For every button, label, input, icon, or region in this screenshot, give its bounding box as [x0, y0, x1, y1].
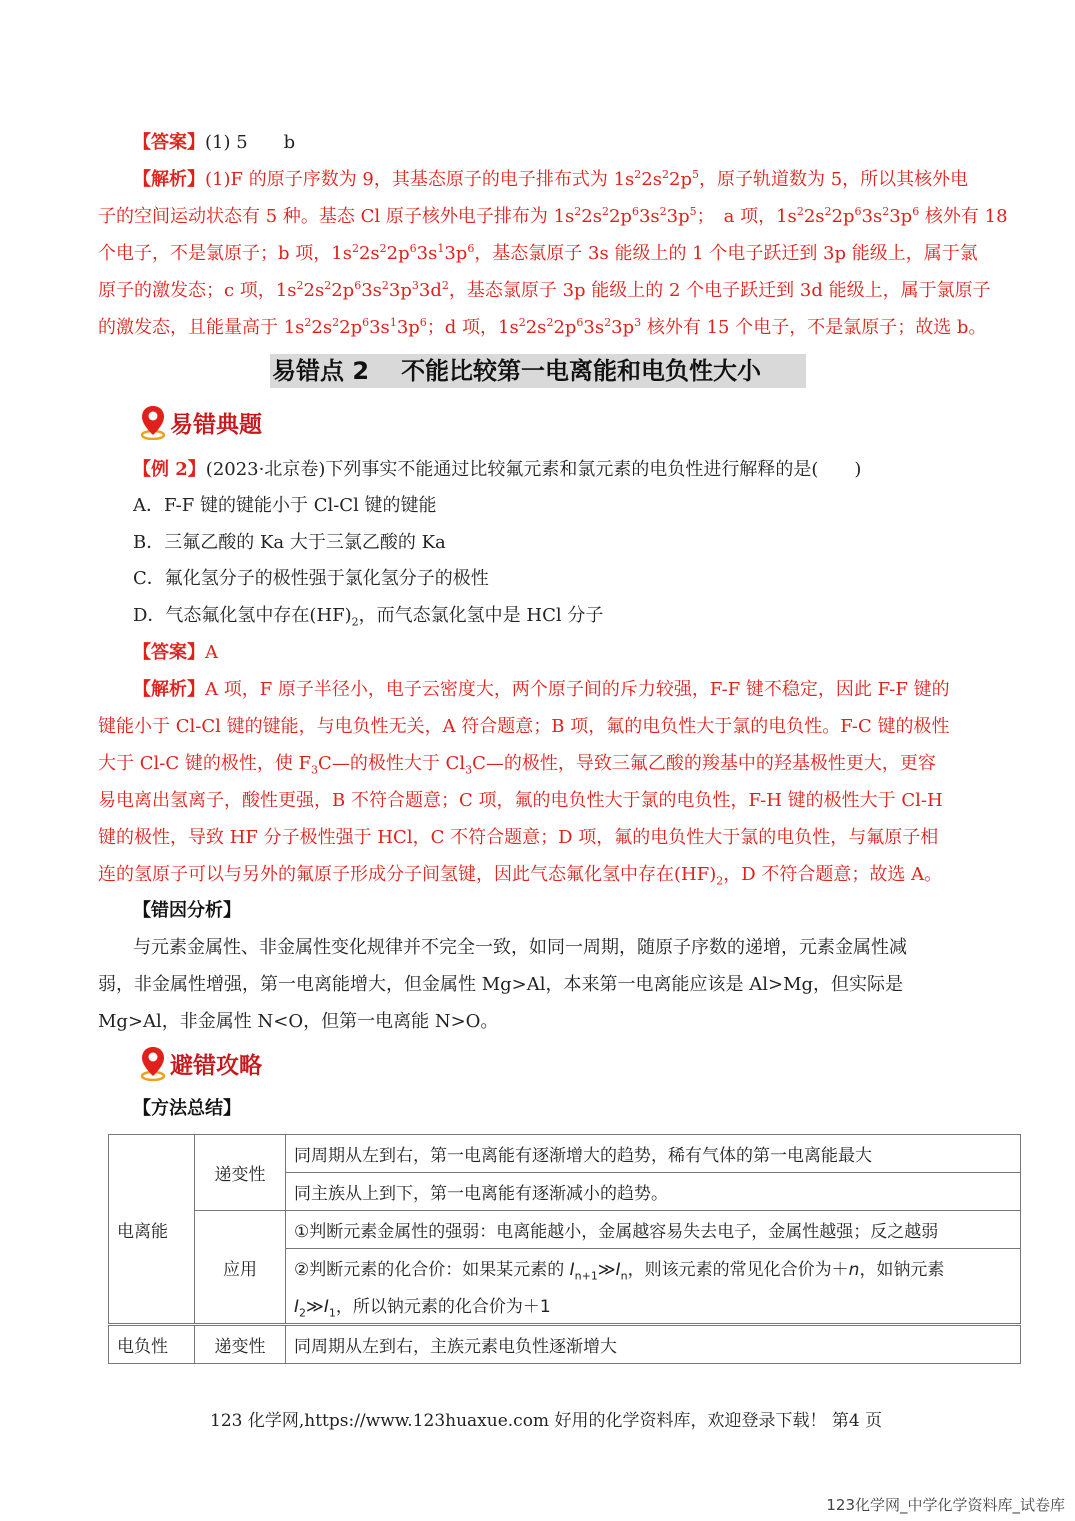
example-label: 【例 2】 [133, 459, 206, 480]
option-b: B．三氟乙酸的 Ka 大于三氯乙酸的 Ka [133, 532, 446, 553]
cell-trend: 递变性 [195, 1135, 286, 1211]
typical-problem-heading [140, 402, 262, 442]
analysis-2-line-6: 连的氢原子可以与另外的氟原子形成分子间氢键，因此气态氟化氢中存在$(HF)_2$，D 不符合题意；故选 A。 [98, 864, 943, 888]
cell-application: 应用 [195, 1211, 286, 1325]
error-cause-line-2: 弱，非金属性增强，第一电离能增大，但金属性 Mg>Al，本来第一电离能应该是 Al>Mg，但实际是 [98, 974, 904, 995]
analysis-2-line-4: 易电离出氢离子，酸性更强，B 不符合题意；C 项，氟的电负性大于氯的电负性，F-H 键的极性大于 Cl-H [98, 790, 943, 811]
answer-2 [133, 641, 218, 665]
answer-1 [133, 131, 295, 155]
analysis-2-line-5: 键的极性，导致 HF 分子极性强于 HCl，C 不符合题意；D 项，氟的电负性大于氯的电负性，与氟原子相 [98, 827, 939, 848]
analysis-1-line-5: 的激发态，且能量高于 $1s^22s^22p^63s^13p^6$；d 项，$1s^22s^22p^63s^23p^3$ 核外有 15 个电子，不是氯原子；故选 b。 [98, 316, 987, 338]
analysis-1-line-2: 子的空间运动状态有 5 种。基态 Cl 原子核外电子排布为 $1s^22s^22p^63s^23p^5$； a 项，$1s^22s^22p^63s^23p^6$ 核外有 18 [98, 205, 1008, 227]
cell-en-trend: 递变性 [195, 1325, 286, 1364]
avoid-mistakes-title: 避错攻略 [170, 1052, 262, 1079]
cell-ionization-energy: 电离能 [109, 1135, 195, 1325]
site-watermark: 123化学网_中学化学资料库_试卷库 [826, 1496, 1065, 1514]
analysis-label: 【解析】 [133, 169, 205, 190]
analysis-1-line-1: 【解析】(1)F 的原子序数为 9，其基态原子的电子排布式为 $1s^22s^22p^5$，原子轨道数为 5，所以其核外电 [133, 168, 969, 190]
section-number: 易错点 2 [272, 357, 370, 385]
error-cause-line-1: 与元素金属性、非金属性变化规律并不完全一致，如同一周期，随原子序数的递增，元素金属性减 [133, 937, 907, 958]
method-summary-table [108, 1134, 1021, 1364]
location-pin-icon [140, 404, 166, 440]
cell-en-row-1: 同周期从左到右，主族元素电负性逐渐增大 [286, 1325, 1021, 1364]
cell-app-row-3: $I_2≫I_1$，所以钠元素的化合价为＋1 [286, 1286, 1021, 1325]
cell-trend-row-1: 同周期从左到右，第一电离能有逐渐增大的趋势，稀有气体的第一电离能最大 [286, 1135, 1021, 1173]
analysis-2-line-3: 大于 Cl-C 键的极性，使 $F_3C—$的极性大于 $Cl_3C—$的极性，导致三氟乙酸的羧基中的羟基极性更大，更容 [98, 753, 936, 777]
answer-label: 【答案】 [133, 132, 205, 153]
analysis-2-label: 【解析】 [133, 679, 205, 700]
typical-problem-title: 易错典题 [170, 411, 262, 438]
analysis-1-line-4: 原子的激发态；c 项，$1s^22s^22p^63s^23p^33d^2$，基态氯原子 3p 能级上的 2 个电子跃迁到 3d 能级上，属于氯原子 [98, 279, 991, 301]
page-footer: 123 化学网,https://www.123huaxue.com 好用的化学资料库，欢迎登录下载！ 第4 页 [210, 1411, 883, 1431]
option-c: C．氟化氢分子的极性强于氯化氢分子的极性 [133, 568, 489, 589]
error-cause-line-3: Mg>Al，非金属性 N<O，但第一电离能 N>O。 [98, 1011, 499, 1032]
option-a: A．F-F 键的键能小于 Cl-Cl 键的键能 [133, 495, 437, 516]
cell-app-row-1: ①判断元素金属性的强弱：电离能越小，金属越容易失去电子，金属性越强；反之越弱 [286, 1211, 1021, 1249]
answer-text: (1) 5 b [205, 132, 296, 153]
error-cause-label: 【错因分析】 [133, 900, 241, 921]
analysis-2-line-1: 【解析】A 项，F 原子半径小，电子云密度大，两个原子间的斥力较强，F-F 键不稳定，因此 F-F 键的 [133, 679, 950, 700]
example-stem: 【例 2】(2023·北京卷)下列事实不能通过比较氟元素和氯元素的电负性进行解释的是( ) [133, 459, 862, 480]
analysis-1-line-3: 个电子，不是氯原子；b 项，$1s^22s^22p^63s^13p^6$，基态氯原子 3s 能级上的 1 个电子跃迁到 3p 能级上，属于氯 [98, 242, 978, 264]
cell-electronegativity: 电负性 [109, 1325, 195, 1364]
cell-trend-row-2: 同主族从上到下，第一电离能有逐渐减小的趋势。 [286, 1173, 1021, 1211]
section-title [270, 354, 806, 388]
option-d: D．气态氟化氢中存在$(HF)_2$，而气态氯化氢中是 HCl 分子 [133, 605, 604, 629]
answer-2-text: A [205, 642, 218, 663]
location-pin-icon [140, 1045, 166, 1081]
answer-2-label: 【答案】 [133, 642, 205, 663]
avoid-mistakes-heading [140, 1043, 262, 1083]
section-heading: 不能比较第一电离能和电负性大小 [401, 357, 762, 385]
cell-app-row-2: ②判断元素的化合价：如果某元素的 $I_{n+1}≫I_n$，则该元素的常见化合价为＋n，如钠元素 [286, 1249, 1021, 1287]
analysis-2-line-2: 键能小于 Cl-Cl 键的键能，与电负性无关，A 符合题意；B 项，氟的电负性大于氯的电负性。F-C 键的极性 [98, 716, 950, 737]
method-summary-label: 【方法总结】 [133, 1098, 241, 1119]
